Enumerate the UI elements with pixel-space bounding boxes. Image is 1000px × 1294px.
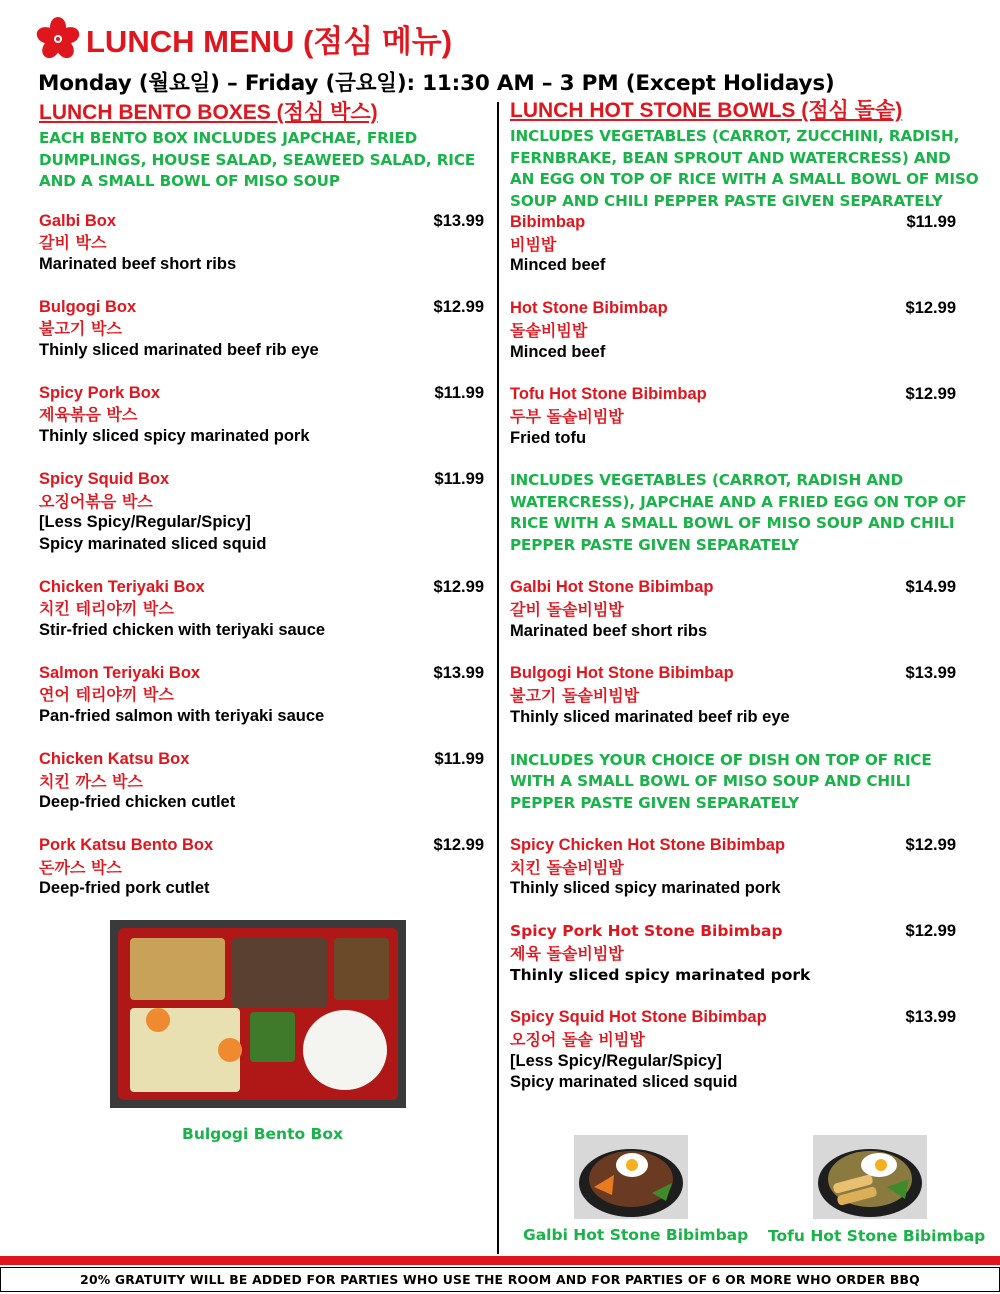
bento-section-title: LUNCH BENTO BOXES (점심 박스) (39, 101, 378, 124)
galbi-bibimbap-caption: Galbi Hot Stone Bibimbap (523, 1226, 749, 1244)
menu-item (39, 211, 484, 276)
column-divider (497, 102, 499, 1254)
item-description: Deep-fried chicken cutlet (39, 793, 236, 812)
item-korean-name: 치킨 돌솥비빔밥 (510, 857, 624, 877)
item-description: Thinly sliced marinated beef rib eye (510, 707, 790, 726)
item-name: Spicy Pork Box (39, 383, 161, 402)
item-korean-name: 갈비 박스 (39, 233, 107, 253)
menu-item (39, 469, 484, 556)
menu-item (39, 383, 484, 448)
item-name: Bulgogi Box (39, 297, 137, 316)
item-name: Galbi Hot Stone Bibimbap (510, 578, 714, 597)
item-spice-note: [Less Spicy/Regular/Spicy] (510, 1051, 722, 1070)
hot-stone-description-3: INCLUDES YOUR CHOICE OF DISH ON TOP OF RICE WITH A SMALL BOWL OF MISO SOUP AND CHILI PEPPER PASTE GIVEN SEPARATELY (510, 750, 932, 812)
item-korean-name: 치킨 테리야끼 박스 (39, 599, 174, 619)
item-description: Thinly sliced spicy marinated pork (510, 965, 811, 984)
item-korean-name: 불고기 박스 (39, 319, 122, 339)
item-description: Spicy marinated sliced squid (510, 1073, 738, 1092)
item-price: $11.99 (906, 213, 956, 231)
item-korean-name: 두부 돌솥비빔밥 (510, 406, 624, 426)
hot-stone-group-1 (510, 212, 980, 449)
item-price: $12.99 (433, 297, 484, 316)
item-price: $12.99 (905, 922, 956, 941)
tofu-bibimbap-photo (813, 1135, 927, 1219)
item-description: Thinly sliced spicy marinated pork (510, 879, 781, 898)
item-name: Chicken Katsu Box (39, 749, 190, 768)
item-price: $13.99 (433, 663, 484, 682)
item-korean-name: 갈비 돌솥비빔밥 (510, 600, 624, 620)
bulgogi-bento-caption: Bulgogi Bento Box (182, 1125, 343, 1143)
item-description: Stir-fried chicken with teriyaki sauce (39, 621, 326, 640)
item-price: $12.99 (905, 299, 956, 318)
menu-item (510, 577, 956, 642)
item-korean-name: 오징어볶음 박스 (39, 491, 153, 511)
menu-item (510, 921, 956, 986)
menu-item (510, 298, 956, 363)
item-name: Galbi Box (39, 211, 117, 230)
title-row (36, 16, 976, 60)
bento-item-list (39, 211, 486, 901)
item-korean-name: 제육 돌솥비빔밥 (510, 943, 624, 963)
tofu-bibimbap-caption: Tofu Hot Stone Bibimbap (768, 1227, 986, 1245)
footer-red-bar (0, 1256, 1000, 1265)
bulgogi-bento-photo (110, 920, 406, 1108)
item-price: $11.99 (434, 383, 484, 402)
hot-stone-description-2: INCLUDES VEGETABLES (CARROT, RADISH AND WATERCRESS), JAPCHAE AND A FRIED EGG ON TOP OF RICE WITH A SMALL BOWL OF MISO SOUP AND CHILI PEPPER PASTE GIVEN SEPARATELY (510, 471, 967, 554)
menu-item (510, 384, 956, 449)
item-korean-name: 돈까스 박스 (39, 857, 122, 877)
item-korean-name: 불고기 돌솥비빔밥 (510, 686, 640, 706)
bento-section-description: EACH BENTO BOX INCLUDES JAPCHAE, FRIED DUMPLINGS, HOUSE SALAD, SEAWEED SALAD, RICE AND A SMALL BOWL OF MISO SOUP (39, 129, 476, 190)
item-name: Pork Katsu Bento Box (39, 835, 214, 854)
item-name: Hot Stone Bibimbap (510, 299, 668, 318)
item-description: Minced beef (510, 256, 606, 275)
item-name: Spicy Chicken Hot Stone Bibimbap (510, 836, 786, 855)
item-korean-name: 돌솥비빔밥 (510, 320, 588, 340)
item-description: Deep-fried pork cutlet (39, 879, 210, 898)
cherry-blossom-icon (36, 16, 80, 60)
menu-header (36, 16, 976, 97)
item-description: Minced beef (510, 342, 606, 361)
hot-stone-description-1: INCLUDES VEGETABLES (CARROT, ZUCCHINI, RADISH, FERNBRAKE, BEAN SPROUT AND WATERCRESS) AND AN EGG ON TOP OF RICE WITH A SMALL BOWL OF MISO SOUP AND CHILI PEPPER PASTE GIVEN SEPARATELY (510, 127, 979, 210)
item-price: $14.99 (905, 578, 956, 597)
item-description: Fried tofu (510, 428, 587, 447)
item-korean-name: 비빔밥 (510, 234, 557, 254)
menu-item (39, 297, 484, 362)
menu-item (39, 577, 484, 642)
item-name: Spicy Squid Box (39, 469, 170, 488)
gratuity-notice: 20% GRATUITY WILL BE ADDED FOR PARTIES WHO USE THE ROOM AND FOR PARTIES OF 6 OR MORE WHO ORDER BBQ (0, 1267, 1000, 1292)
menu-item (510, 1007, 956, 1094)
item-name: Spicy Squid Hot Stone Bibimbap (510, 1008, 767, 1027)
lunch-hours: Monday (월요일) – Friday (금요일): 11:30 AM – 3 PM (Except Holidays) (38, 71, 835, 96)
item-price: $12.99 (905, 836, 956, 855)
item-description: Thinly sliced spicy marinated pork (39, 427, 310, 446)
item-name: Chicken Teriyaki Box (39, 577, 205, 596)
item-price: $13.99 (905, 664, 956, 683)
item-korean-name: 치킨 까스 박스 (39, 771, 143, 791)
menu-item (510, 835, 956, 900)
galbi-bibimbap-photo (574, 1135, 688, 1219)
item-price: $13.99 (433, 211, 484, 230)
item-name: Spicy Pork Hot Stone Bibimbap (510, 922, 783, 941)
hot-stone-group-2 (510, 577, 980, 728)
item-description: Marinated beef short ribs (510, 621, 708, 640)
hot-stone-section (510, 98, 980, 1094)
item-korean-name: 제육볶음 박스 (39, 405, 138, 425)
item-price: $12.99 (905, 385, 956, 404)
item-name: Tofu Hot Stone Bibimbap (510, 385, 707, 404)
item-korean-name: 오징어 돌솥 비빔밥 (510, 1029, 645, 1049)
bento-section (39, 100, 486, 900)
menu-item (510, 212, 956, 277)
item-description: Pan-fried salmon with teriyaki sauce (39, 707, 325, 726)
item-price: $13.99 (905, 1008, 956, 1027)
menu-item (39, 663, 484, 728)
hot-stone-section-title: LUNCH HOT STONE BOWLS (점심 돌솥) (510, 99, 903, 122)
item-description: Spicy marinated sliced squid (39, 534, 267, 553)
menu-item (39, 835, 484, 900)
item-name: Bulgogi Hot Stone Bibimbap (510, 664, 734, 683)
item-price: $11.99 (434, 749, 484, 768)
item-name: Bibimbap (510, 213, 586, 231)
item-korean-name: 연어 테리야끼 박스 (39, 685, 174, 705)
item-name: Salmon Teriyaki Box (39, 663, 201, 682)
item-price: $12.99 (433, 577, 484, 596)
hot-stone-group-3 (510, 835, 980, 1094)
menu-item (39, 749, 484, 814)
menu-item (510, 663, 956, 728)
item-spice-note: [Less Spicy/Regular/Spicy] (39, 513, 251, 532)
item-description: Marinated beef short ribs (39, 254, 237, 273)
item-price: $12.99 (433, 835, 484, 854)
item-description: Thinly sliced marinated beef rib eye (39, 341, 319, 360)
page-title: LUNCH MENU (점심 메뉴) (86, 23, 453, 59)
item-price: $11.99 (434, 469, 484, 488)
